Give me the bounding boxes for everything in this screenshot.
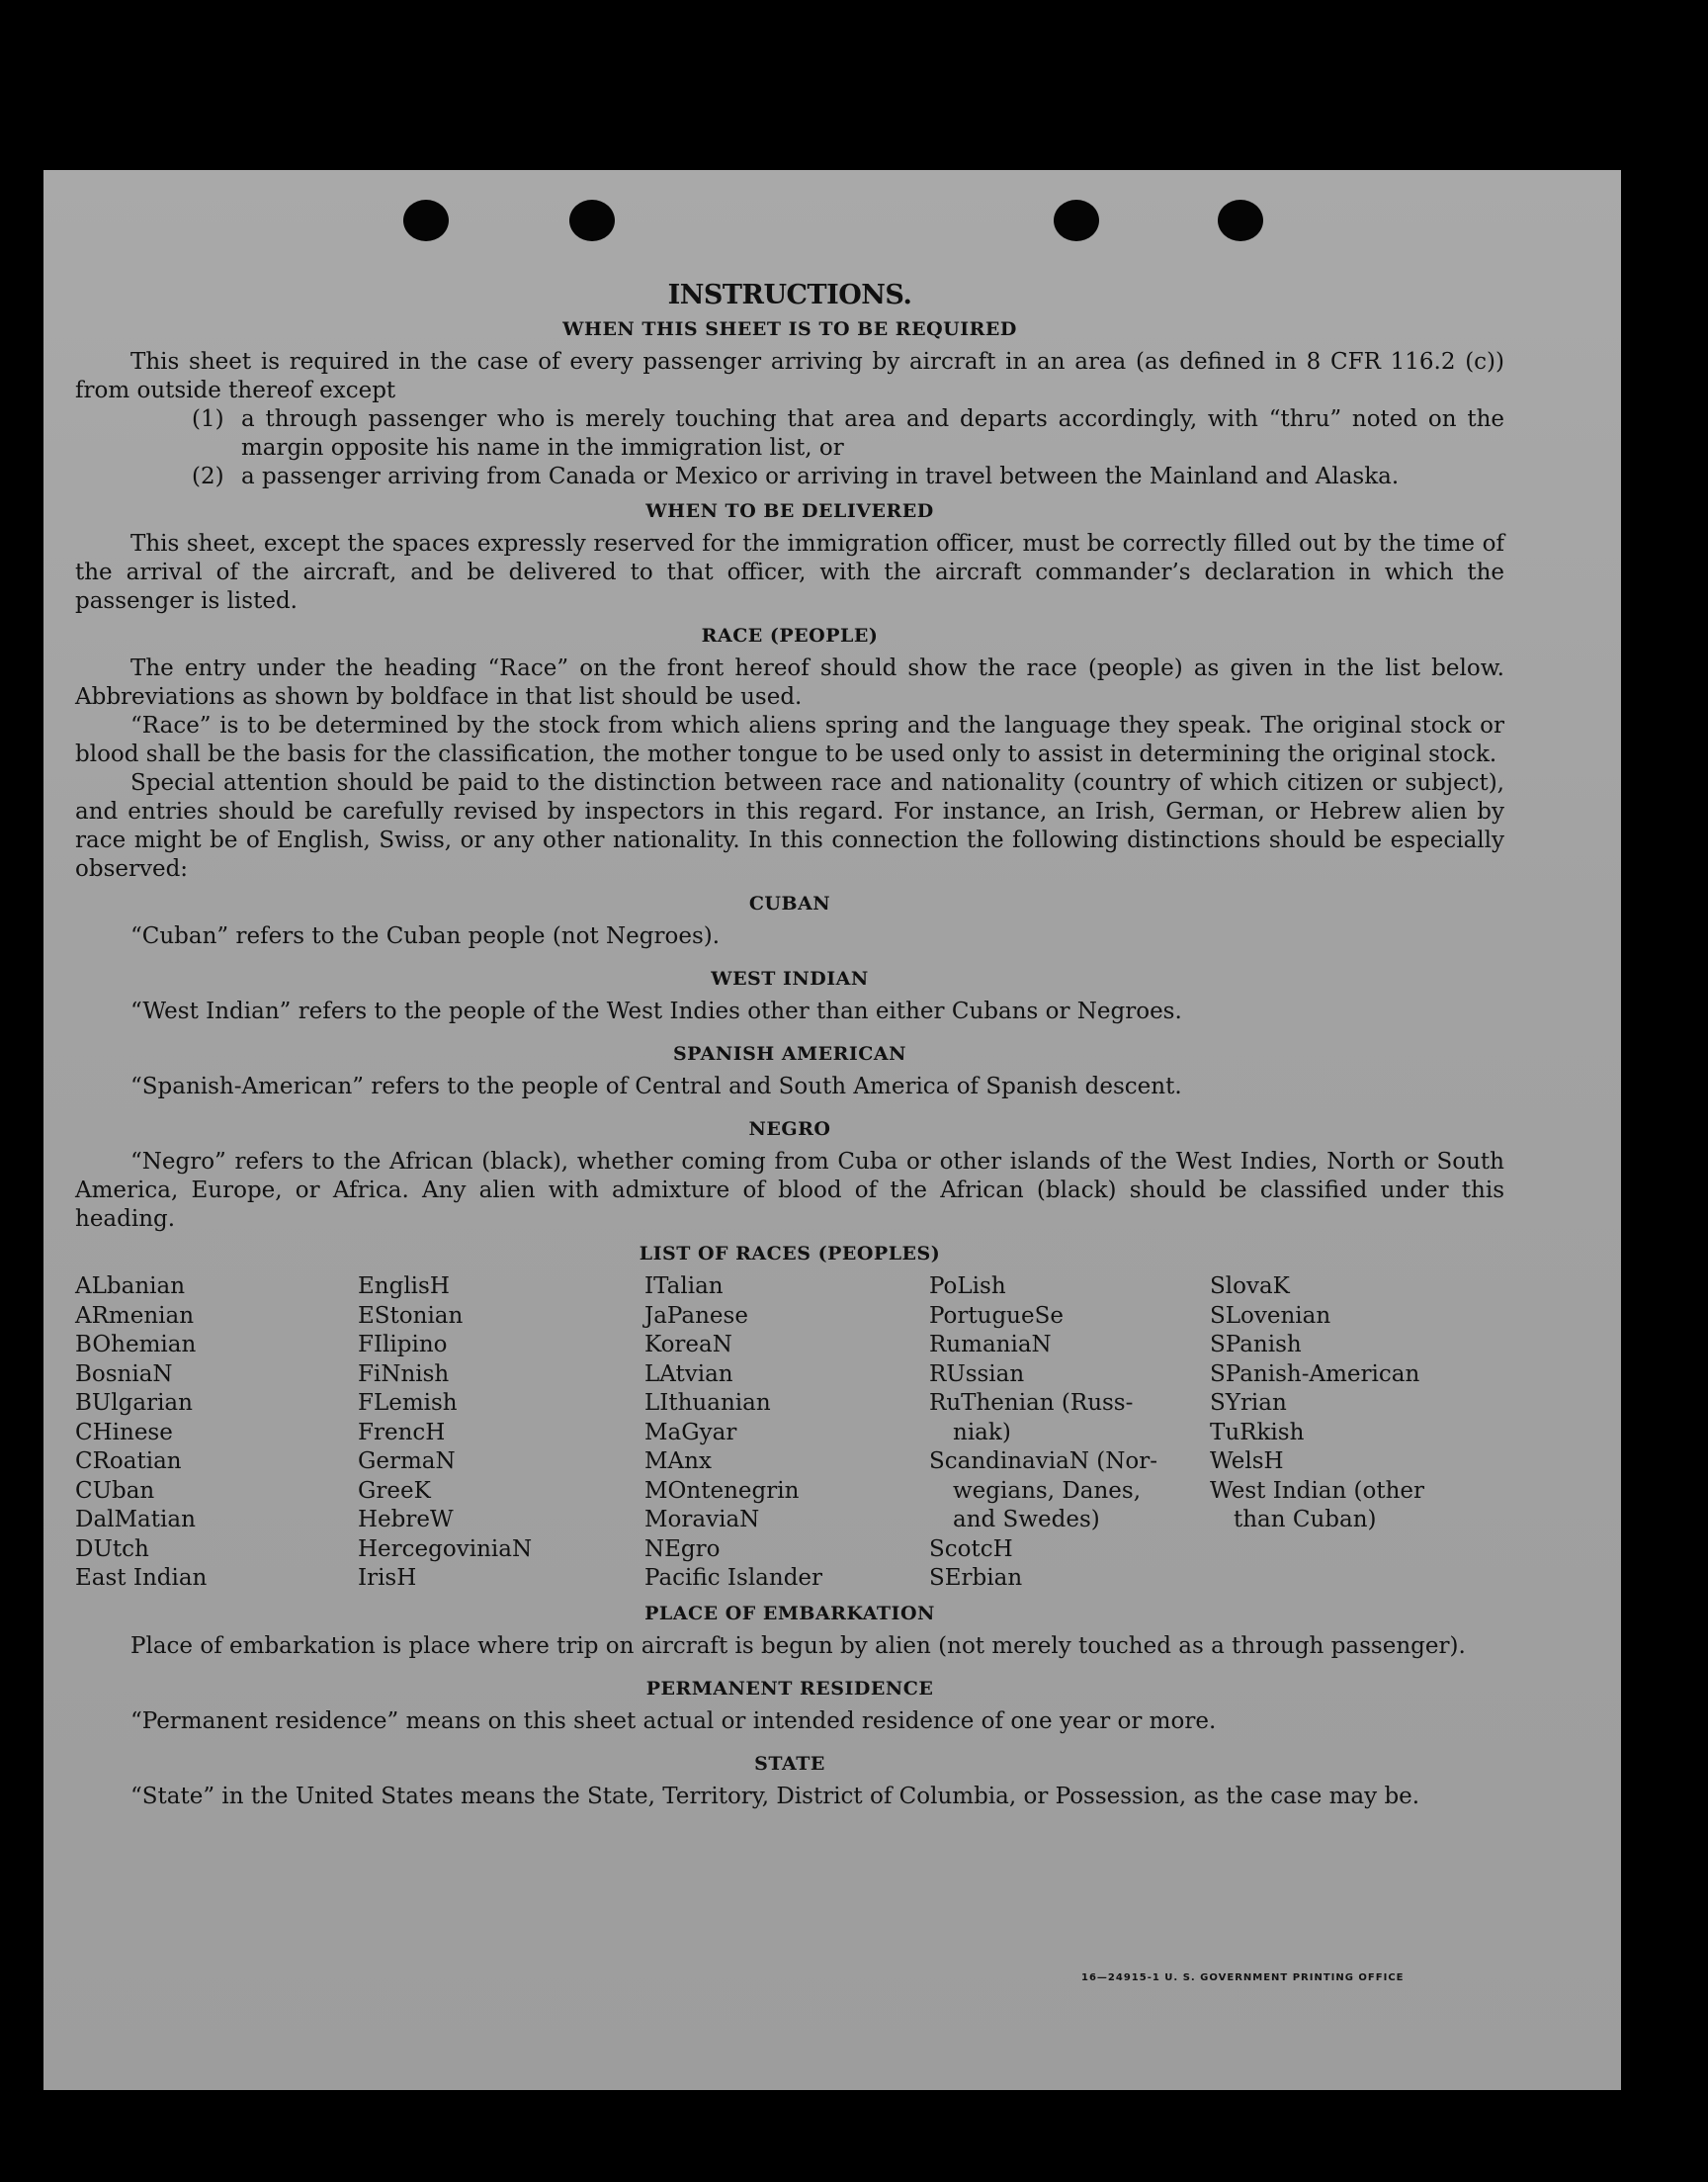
section-heading-west-indian: WEST INDIAN <box>711 968 869 990</box>
race-entry: RUssian <box>929 1360 1025 1387</box>
race-entry: CUban <box>75 1477 155 1504</box>
race-entry: SErbian <box>929 1565 1023 1591</box>
race-entry: and Swedes) <box>953 1507 1100 1532</box>
race-entry: SYrian <box>1210 1390 1287 1416</box>
section-heading-list: LIST OF RACES (PEOPLES) <box>639 1243 941 1265</box>
instructions-content <box>75 281 1504 1811</box>
state-body: “State” in the United States means the State, Territory, District of Columbia, or Possession, as the case may be. <box>130 1783 1420 1809</box>
race-entry: MAnx <box>644 1448 712 1474</box>
section-heading-spanish-american: SPANISH AMERICAN <box>672 1043 907 1065</box>
race-paragraph: The entry under the heading “Race” on the front hereof should show the race (people) as given in the list below. Abbreviations as shown by boldface in that list should be used. <box>75 655 1504 710</box>
item-text: a through passenger who is merely touching that area and departs accordingly, with “thru” noted on the margin opposite his name in the immigration list, or <box>241 406 1504 461</box>
race-entry: DalMatian <box>75 1507 196 1532</box>
race-entry: wegians, Danes, <box>953 1477 1142 1504</box>
section-heading-required: WHEN THIS SHEET IS TO BE REQUIRED <box>562 318 1017 340</box>
punch-hole <box>569 200 615 241</box>
race-entry: ARmenian <box>75 1302 195 1329</box>
delivered-body: This sheet, except the spaces expressly reserved for the immigration officer, must be correctly filled out by the time of the arrival of the aircraft, and be delivered to that officer, with the aircraft commander’s declaration in which the passenger is listed. <box>75 531 1504 614</box>
spanish-american-body: “Spanish-American” refers to the people of Central and South America of Spanish descent. <box>130 1074 1182 1099</box>
race-entry: ScandinaviaN (Nor- <box>929 1448 1157 1474</box>
race-entry: SlovaK <box>1210 1273 1290 1299</box>
race-entry: EStonian <box>358 1302 464 1329</box>
race-entry: niak) <box>953 1419 1011 1445</box>
race-entry: East Indian <box>75 1565 208 1591</box>
section-heading-residence: PERMANENT RESIDENCE <box>645 1677 934 1700</box>
page-title: INSTRUCTIONS. <box>667 280 912 310</box>
section-heading-state: STATE <box>754 1752 825 1775</box>
race-entry: ScotcH <box>929 1535 1013 1562</box>
races-column <box>1210 1272 1504 1594</box>
item-number: (2) <box>192 464 224 489</box>
race-paragraph: Special attention should be paid to the distinction between race and nationality (country of which citizen or subject), and entries should be carefully revised by inspectors in this regard. For instance, an Irish, German, or Hebrew alien by race might be of English, Swiss, or any other nationality. In this connection the following distinctions should be especially observed: <box>75 770 1504 882</box>
punch-hole <box>1054 200 1099 241</box>
cuban-body: “Cuban” refers to the Cuban people (not Negroes). <box>130 923 721 949</box>
required-body: This sheet is required in the case of every passenger arriving by aircraft in an area (as defined in 8 CFR 116.2 (c)) from outside thereof except <box>75 349 1504 403</box>
embarkation-body: Place of embarkation is place where trip on aircraft is begun by alien (not merely touched as a through passenger). <box>130 1632 1466 1659</box>
punch-hole <box>1218 200 1263 241</box>
race-entry: RumaniaN <box>929 1332 1052 1357</box>
list-item <box>192 405 1504 463</box>
item-number: (1) <box>192 406 224 432</box>
list-item <box>192 463 1504 491</box>
race-entry: DUtch <box>75 1535 149 1562</box>
race-entry: KoreaN <box>644 1332 732 1357</box>
race-entry: SPanish-American <box>1210 1360 1420 1387</box>
race-entry: FiNnish <box>358 1360 450 1387</box>
races-column <box>358 1272 644 1594</box>
race-entry: MoraviaN <box>644 1507 760 1532</box>
residence-body: “Permanent residence” means on this sheet actual or intended residence of one year or more. <box>130 1707 1217 1734</box>
race-entry: CHinese <box>75 1419 173 1445</box>
race-entry: CRoatian <box>75 1448 182 1474</box>
races-column <box>75 1272 358 1594</box>
race-entry: ALbanian <box>75 1273 186 1299</box>
item-text: a passenger arriving from Canada or Mexico or arriving in travel between the Mainland and Alaska. <box>241 464 1400 489</box>
race-entry: Pacific Islander <box>644 1565 823 1591</box>
race-entry: MaGyar <box>644 1419 737 1445</box>
race-entry: LAtvian <box>644 1360 733 1387</box>
race-entry: BosniaN <box>75 1360 173 1387</box>
race-entry: FrencH <box>358 1419 446 1445</box>
section-heading-negro: NEGRO <box>748 1118 831 1140</box>
printer-line: 16—24915-1 U. S. GOVERNMENT PRINTING OFFICE <box>1081 1972 1405 1983</box>
race-entry: HebreW <box>358 1507 454 1532</box>
race-entry: BOhemian <box>75 1332 197 1357</box>
race-entry: WelsH <box>1210 1448 1284 1474</box>
section-heading-delivered: WHEN TO BE DELIVERED <box>645 500 934 522</box>
race-entry: TuRkish <box>1210 1419 1305 1445</box>
race-entry: JaPanese <box>644 1302 748 1329</box>
race-entry: RuThenian (Russ- <box>929 1390 1134 1416</box>
race-entry: FIlipino <box>358 1332 448 1357</box>
document-sheet <box>43 170 1621 2090</box>
race-paragraph: “Race” is to be determined by the stock from which aliens spring and the language they speak. The original stock or blood shall be the basis for the classification, the mother tongue to be used only to assist in determining the original stock. <box>75 713 1504 767</box>
race-entry: EnglisH <box>358 1273 450 1299</box>
race-entry: IrisH <box>358 1565 417 1591</box>
race-entry: West Indian (other <box>1210 1477 1425 1504</box>
race-entry: BUlgarian <box>75 1390 193 1416</box>
race-entry: HercegoviniaN <box>358 1535 533 1562</box>
section-heading-embarkation: PLACE OF EMBARKATION <box>644 1602 935 1624</box>
west-indian-body: “West Indian” refers to the people of the West Indies other than either Cubans or Negroes. <box>130 999 1182 1024</box>
race-entry: ITalian <box>644 1273 724 1299</box>
race-entry: GermaN <box>358 1448 456 1474</box>
races-list <box>75 1272 1504 1594</box>
punch-hole <box>403 200 449 241</box>
races-column <box>929 1272 1210 1594</box>
race-entry: than Cuban) <box>1234 1507 1377 1532</box>
race-entry: NEgro <box>644 1535 721 1562</box>
section-heading-race: RACE (PEOPLE) <box>701 625 879 647</box>
race-entry: PortugueSe <box>929 1302 1064 1329</box>
race-entry: GreeK <box>358 1477 431 1504</box>
race-entry: FLemish <box>358 1390 458 1416</box>
race-entry: PoLish <box>929 1273 1006 1299</box>
race-entry: LIthuanian <box>644 1390 771 1416</box>
section-heading-cuban: CUBAN <box>748 893 831 915</box>
race-entry: MOntenegrin <box>644 1477 800 1504</box>
races-column <box>644 1272 929 1594</box>
race-entry: SPanish <box>1210 1332 1302 1357</box>
race-entry: SLovenian <box>1210 1302 1331 1329</box>
negro-body: “Negro” refers to the African (black), whether coming from Cuba or other islands of the West Indies, North or South America, Europe, or Africa. Any alien with admixture of blood of the African (black) should be classified under this heading. <box>75 1149 1504 1232</box>
